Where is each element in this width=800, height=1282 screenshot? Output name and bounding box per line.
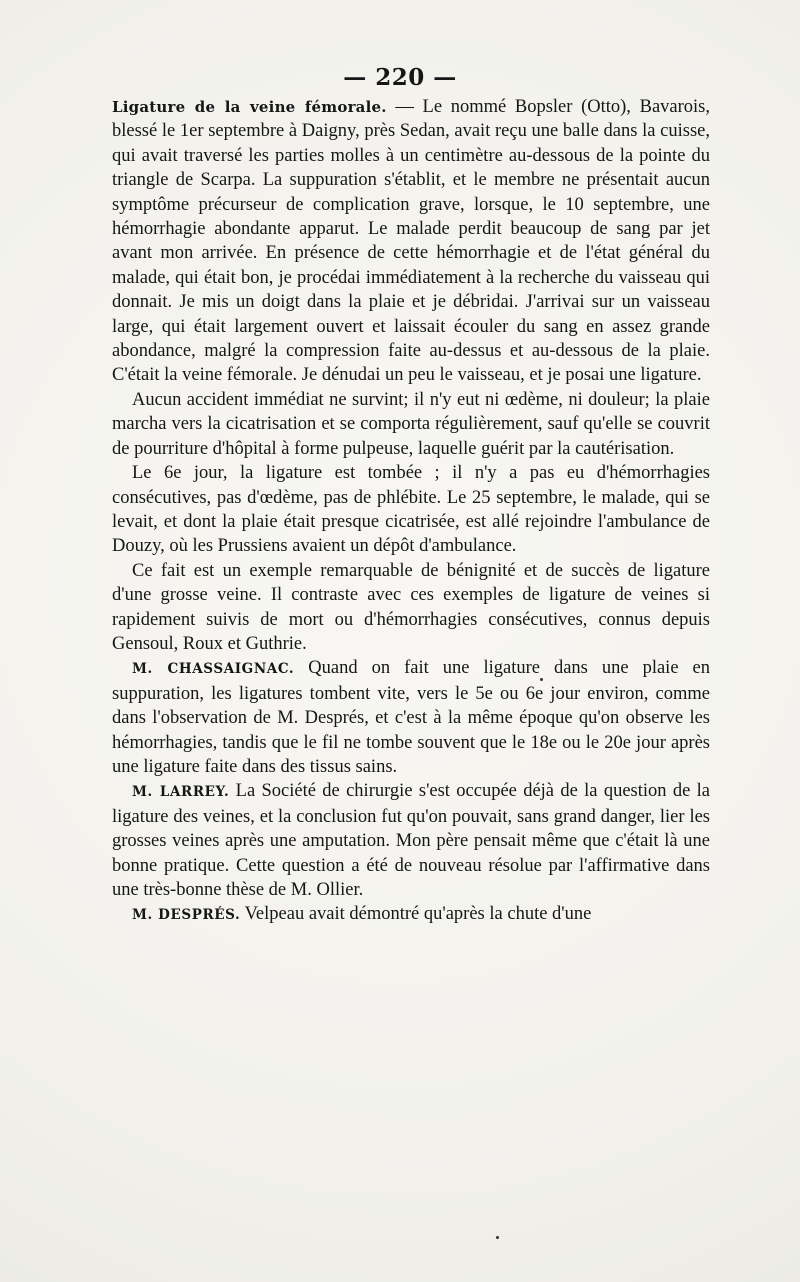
- paragraph-outcome: [112, 388, 710, 461]
- paragraph-despres: [112, 902, 710, 927]
- print-speck: [540, 678, 543, 681]
- paragraph-text: Quand on fait une ligature dans une plaie en suppuration, les ligatures tombent vite, vers le 5e ou 6e jour environ, comme dans l'observation de M. Després, et c'est à la même époque qu'on observe les hémorrhagies, tandis que le fil ne tombe souvent que le 18e ou le 20e jour après une ligature faite dans des tissus sains.: [112, 658, 711, 777]
- body-text: [112, 95, 710, 928]
- paragraph-case-report: [112, 95, 710, 388]
- paragraph-text: Aucun accident immédiat ne survint; il n'y eut ni œdème, ni douleur; la plaie marcha vers la cicatrisation et se comporta régulièrement, sauf qu'elle se couvrit de pourriture d'hôpital à forme pulpeuse, laquelle guérit par la cautérisation.: [112, 389, 710, 459]
- paragraph-conclusion: [112, 559, 710, 657]
- page-number: — 220 —: [343, 64, 457, 91]
- paragraph-text: Le 6e jour, la ligature est tombée ; il n'y a pas eu d'hémorrhagies consécutives, pas d'œdème, pas de phlébite. Le 25 septembre, le malade, qui se levait, et dont la plaie était presque cicatrisée, est allé rejoindre l'ambulance de Douzy, où les Prussiens avaient un dépôt d'ambulance.: [112, 463, 710, 557]
- speaker-name: M. CHASSAIGNAC.: [132, 661, 295, 678]
- print-speck: [496, 1236, 499, 1239]
- paragraph-text: La Société de chirurgie s'est occupée déjà de la question de la ligature des veines, et la conclusion fut qu'on pouvait, sans grand danger, lier les grosses veines après une amputation. Mon père pensait même que c'était là une bonne pratique. Cette question a été de nouveau résolue par l'affirmative dans une très-bonne thèse de M. Ollier.: [112, 781, 710, 900]
- speaker-name: M. LARREY.: [132, 784, 230, 801]
- speaker-name: M. DESPRÉS.: [132, 907, 241, 924]
- paragraph-text: — Le nommé Bopsler (Otto), Bavarois, blessé le 1er septembre à Daigny, près Sedan, avait reçu une balle dans la cuisse, qui avait traversé les parties molles à un centimètre au-dessous de la pointe du triangle de Scarpa. La suppuration s'établit, et le membre ne présentait aucun symptôme précurseur de complication grave, lorsque, le 10 septembre, une hémorrhagie abondante apparut. Le malade perdit beaucoup de sang par jet avant mon arrivée. En présence de cette hémorrhagie et de l'état général du malade, qui était bon, je procédai immédiatement à la recherche du vaisseau qui donnait. Je mis un doigt dans la plaie et je débridai. J'arrivai sur un vaisseau large, qui était largement ouvert et laissait écouler du sang en assez grande abondance, malgré la compression faite au-dessus et au-dessous de la plaie. C'était la veine fémorale. Je dénudai un peu le vaisseau, et je posai une ligature.: [112, 97, 711, 386]
- section-heading: Ligature de la veine fémorale.: [112, 98, 387, 116]
- paragraph-text: Velpeau avait démontré qu'après la chute d'une: [240, 904, 592, 925]
- paragraph-followup: [112, 461, 710, 559]
- paragraph-larrey: [112, 779, 710, 902]
- paragraph-chassaignac: [112, 656, 710, 779]
- paragraph-text: Ce fait est un exemple remarquable de bénignité et de succès de ligature d'une grosse veine. Il contraste avec ces exemples de ligature de veines si rapidement suivis de mort ou d'hémorrhagies consécutives, connus depuis Gensoul, Roux et Guthrie.: [112, 560, 710, 654]
